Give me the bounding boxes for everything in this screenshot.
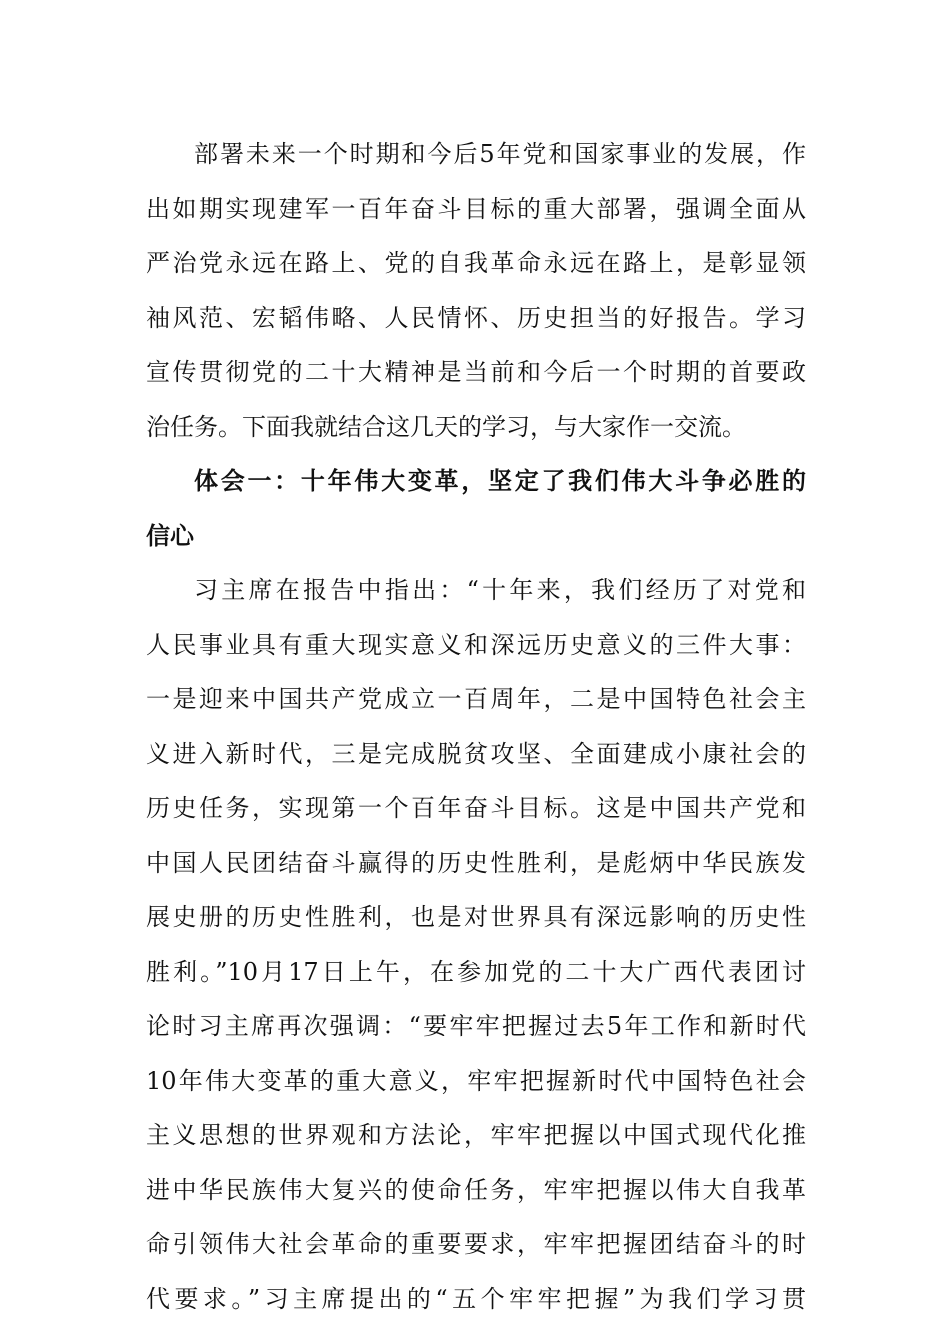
heading-line: 体会一：十年伟大变革，坚定了我们伟大斗争必胜的	[194, 467, 806, 495]
text-line: 义进入新时代，三是完成脱贫攻坚、全面建成小康社会的	[146, 739, 806, 768]
text-line: 出如期实现建军一百年奋斗目标的重大部署，强调全面从	[146, 194, 806, 223]
text-line: 人民事业具有重大现实意义和深远历史意义的三件大事：	[146, 630, 806, 659]
text-line: 袖风范、宏韬伟略、人民情怀、历史担当的好报告。学习	[146, 303, 806, 332]
paragraph-1	[146, 127, 806, 454]
document-body	[146, 127, 806, 1326]
text-line: 习主席在报告中指出：“十年来，我们经历了对党和	[194, 576, 806, 604]
text-line: 治任务。下面我就结合这几天的学习，与大家作一交流。	[146, 412, 746, 441]
text-line: 命引领伟大社会革命的重要要求，牢牢把握团结奋斗的时	[146, 1230, 806, 1258]
text-line: 中国人民团结奋斗赢得的历史性胜利，是彪炳中华民族发	[146, 848, 806, 877]
text-line: 历史任务，实现第一个百年奋斗目标。这是中国共产党和	[146, 794, 806, 822]
text-line: 论时习主席再次强调：“要牢牢把握过去5年工作和新时代	[146, 1012, 806, 1040]
text-line: 展史册的历史性胜利，也是对世界具有深远影响的历史性	[146, 903, 806, 931]
text-line: 10年伟大变革的重大意义，牢牢把握新时代中国特色社会	[146, 1066, 806, 1095]
heading-line: 信心	[146, 521, 194, 550]
text-line: 一是迎来中国共产党成立一百周年，二是中国特色社会主	[146, 685, 806, 713]
text-line: 代要求。”习主席提出的“五个牢牢把握”为我们学习贯	[146, 1284, 806, 1313]
section-heading-1	[146, 454, 806, 563]
text-line: 严治党永远在路上、党的自我革命永远在路上，是彰显领	[146, 249, 806, 277]
text-line: 主义思想的世界观和方法论，牢牢把握以中国式现代化推	[146, 1121, 806, 1149]
text-line: 宣传贯彻党的二十大精神是当前和今后一个时期的首要政	[146, 358, 806, 386]
text-line: 部署未来一个时期和今后5年党和国家事业的发展，作	[194, 140, 806, 168]
paragraph-2	[146, 563, 806, 1326]
text-line: 胜利。”10月17日上午，在参加党的二十大广西代表团讨	[146, 957, 806, 986]
text-line: 进中华民族伟大复兴的使命任务，牢牢把握以伟大自我革	[146, 1175, 806, 1204]
